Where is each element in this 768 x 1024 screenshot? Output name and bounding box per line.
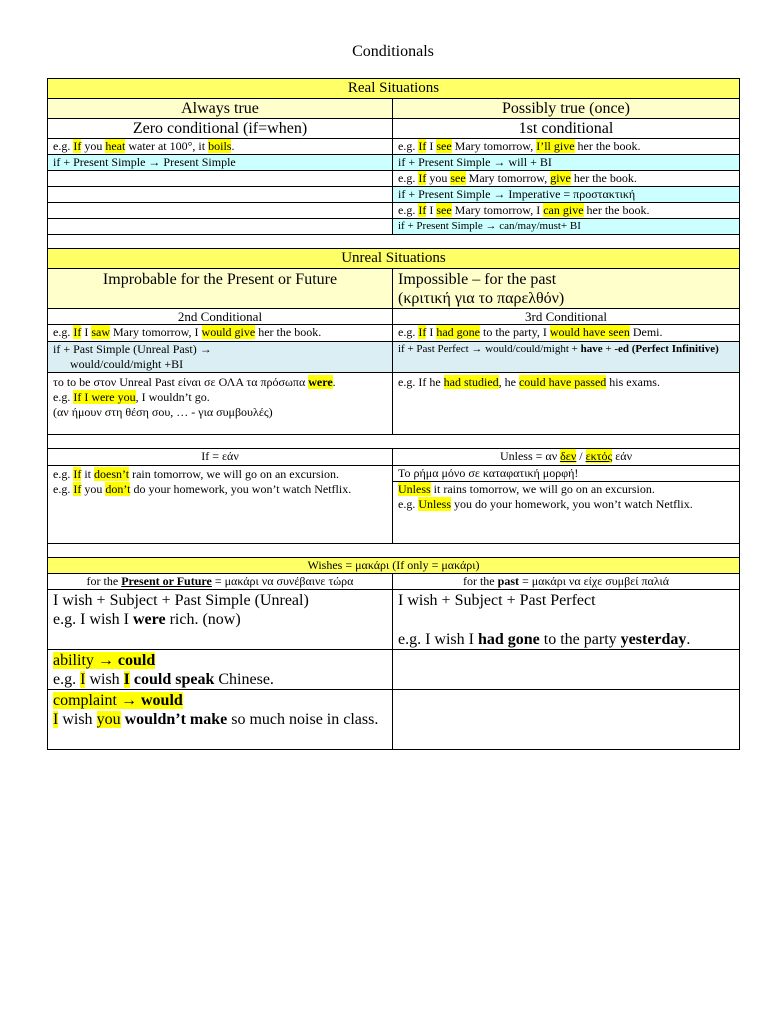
always-true-header: Always true: [48, 99, 393, 119]
first-example-2: e.g. If you see Mary tomorrow, give her the book.: [393, 171, 740, 187]
unless-header: Unless = αν δεν / εκτός εάν: [393, 449, 740, 466]
real-situations-header: Real Situations: [48, 79, 740, 99]
empty-cell: [48, 219, 393, 235]
spacer-row: [48, 544, 740, 558]
zero-conditional-title: Zero conditional (if=when): [48, 119, 393, 139]
zero-formula: if + Present Simple → Present Simple: [48, 155, 393, 171]
empty-cell: [48, 203, 393, 219]
empty-cell: [393, 650, 740, 690]
unless-note: Το ρήμα μόνο σε καταφατική μορφή!: [393, 466, 740, 482]
third-formula: if + Past Perfect → would/could/might + have + -ed (Perfect Infinitive): [393, 342, 740, 373]
page-title: Conditionals: [352, 43, 434, 60]
third-conditional-title: 3rd Conditional: [393, 309, 740, 325]
empty-cell: [393, 690, 740, 750]
first-conditional-title: 1st conditional: [393, 119, 740, 139]
unless-examples: Unless it rains tomorrow, we will go on an excursion. e.g. Unless you do your homework, you won’t watch Netflix.: [393, 482, 740, 544]
wishes-complaint-cell: complaint → would I wish you wouldn’t make so much noise in class.: [48, 690, 393, 750]
empty-cell: [48, 171, 393, 187]
first-example-3: e.g. If I see Mary tomorrow, I can give her the book.: [393, 203, 740, 219]
first-formula-2: if + Present Simple → Imperative = προστακτική: [393, 187, 740, 203]
impossible-header: Impossible – for the past (κριτική για το παρελθόν): [393, 269, 740, 309]
conditionals-table: [47, 78, 740, 750]
zero-example: e.g. If you heat water at 100°, it boils.: [48, 139, 393, 155]
second-example: e.g. If I saw Mary tomorrow, I would give her the book.: [48, 325, 393, 342]
were-note: το to be στον Unreal Past είναι σε ΟΛΑ τα πρόσωπα were. e.g. If I were you, I wouldn’t go. (αν ήμουν στη θέση σου, … - για συμβουλές): [48, 373, 393, 435]
first-example-1: e.g. If I see Mary tomorrow, I’ll give her the book.: [393, 139, 740, 155]
third-example-2: e.g. If he had studied, he could have passed his exams.: [393, 373, 740, 435]
spacer-row: [48, 435, 740, 449]
spacer-row: [48, 235, 740, 249]
wishes-ability-cell: ability → could e.g. I wish I could speak Chinese.: [48, 650, 393, 690]
wishes-present-cell: I wish + Subject + Past Simple (Unreal) e.g. I wish I were rich. (now): [48, 590, 393, 650]
empty-cell: [48, 187, 393, 203]
first-formula-1: if + Present Simple → will + BI: [393, 155, 740, 171]
third-example: e.g. If I had gone to the party, I would have seen Demi.: [393, 325, 740, 342]
first-formula-3: if + Present Simple → can/may/must+ BI: [393, 219, 740, 235]
if-examples: e.g. If it doesn’t rain tomorrow, we will go on an excursion. e.g. If you don’t do your homework, you won’t watch Netflix.: [48, 466, 393, 544]
unreal-situations-header: Unreal Situations: [48, 249, 740, 269]
second-formula: if + Past Simple (Unreal Past) → would/could/might +BI: [48, 342, 393, 373]
wishes-past-cell: I wish + Subject + Past Perfect e.g. I wish I had gone to the party yesterday.: [393, 590, 740, 650]
possibly-true-header: Possibly true (once): [393, 99, 740, 119]
wishes-past-header: for the past = μακάρι να είχε συμβεί παλιά: [393, 574, 740, 590]
wishes-present-header: for the Present or Future = μακάρι να συνέβαινε τώρα: [48, 574, 393, 590]
second-conditional-title: 2nd Conditional: [48, 309, 393, 325]
improbable-header: Improbable for the Present or Future: [48, 269, 393, 309]
if-header: If = εάν: [48, 449, 393, 466]
wishes-header: Wishes = μακάρι (If only = μακάρι): [48, 558, 740, 574]
